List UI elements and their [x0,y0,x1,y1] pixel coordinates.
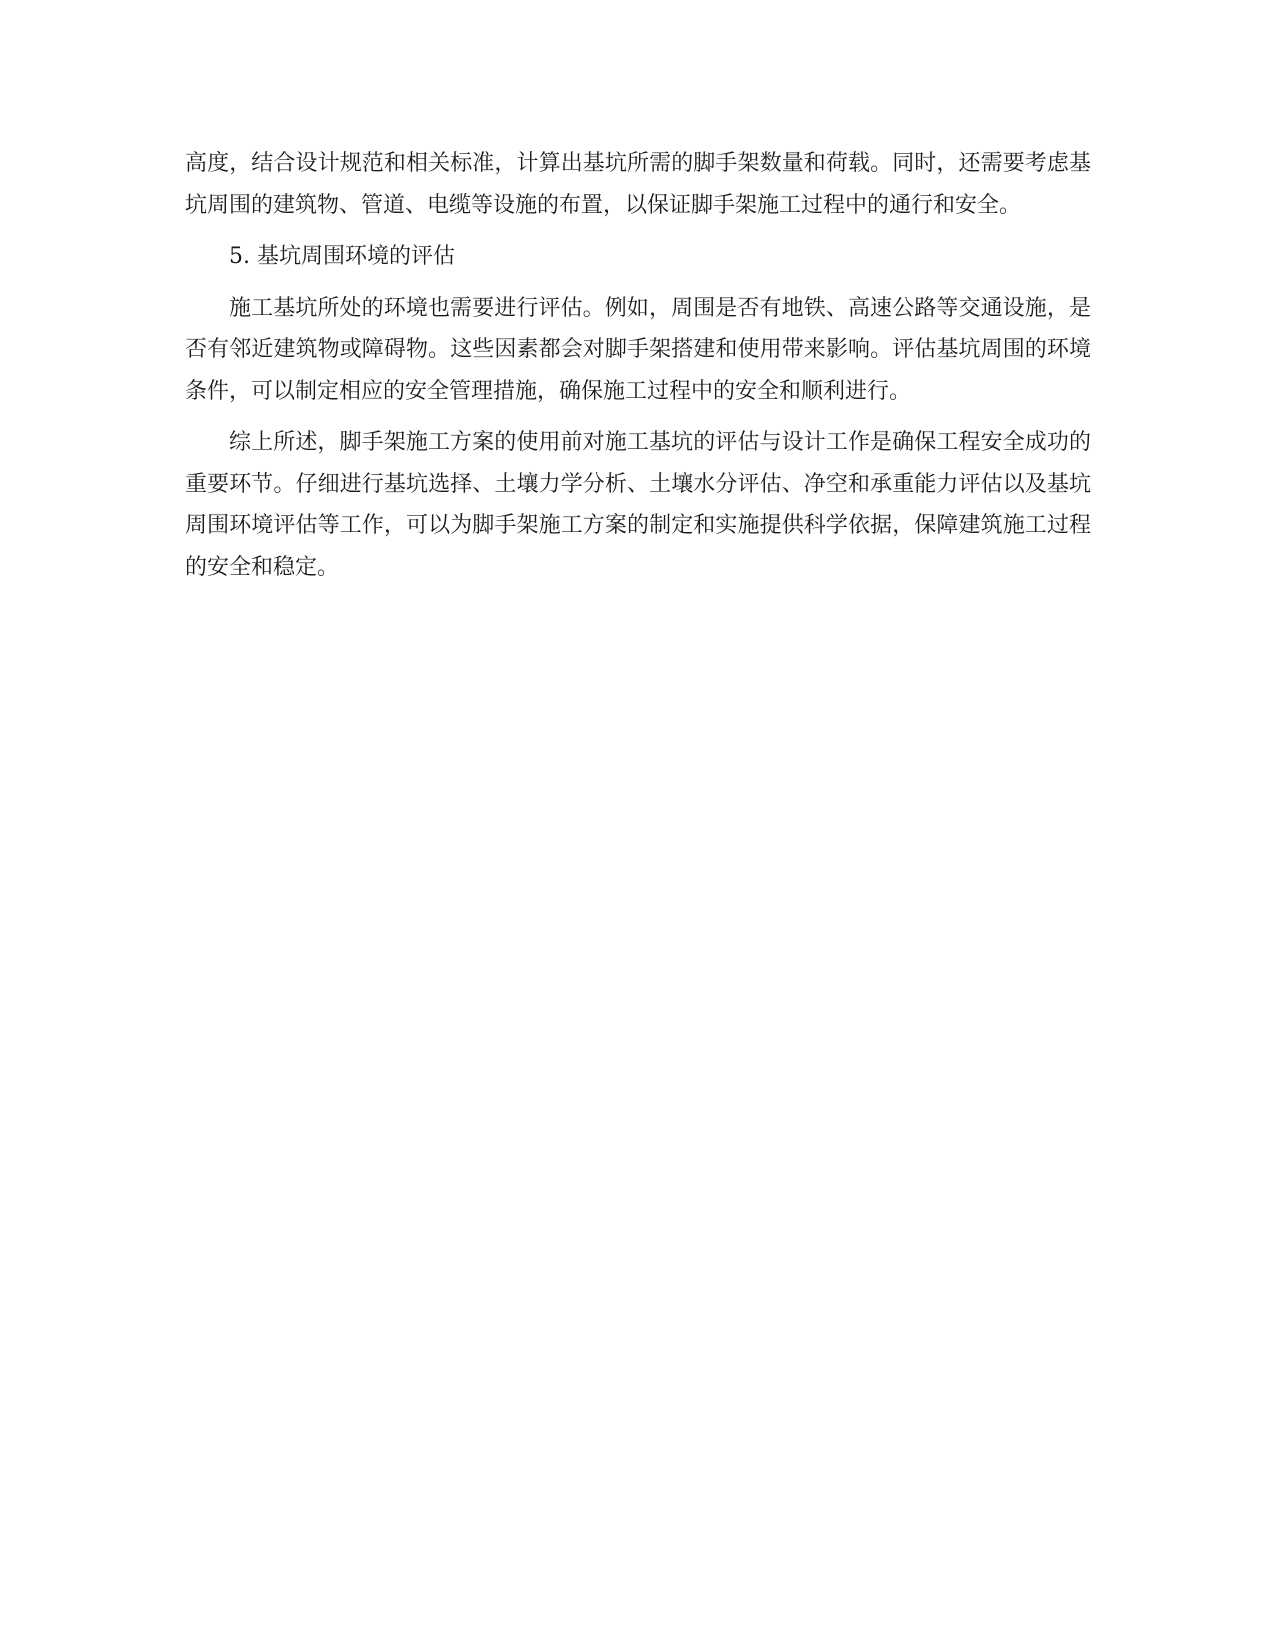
paragraph-continuation: 高度，结合设计规范和相关标准，计算出基坑所需的脚手架数量和荷载。同时，还需要考虑基坑周围的建筑物、管道、电缆等设施的布置，以保证脚手架施工过程中的通行和安全。 [185,151,1091,218]
paragraph-conclusion: 综上所述，脚手架施工方案的使用前对施工基坑的评估与设计工作是确保工程安全成功的重要环节。仔细进行基坑选择、土壤力学分析、土壤水分评估、净空和承重能力评估以及基坑周围环境评估等工作，可以为脚手架施工方案的制定和实施提供科学依据，保障建筑施工过程的安全和稳定。 [185,430,1091,580]
section-heading: 5. 基坑周围环境的评估 [229,244,455,269]
document-body [185,143,1091,588]
paragraph-environment-assessment: 施工基坑所处的环境也需要进行评估。例如，周围是否有地铁、高速公路等交通设施，是否有邻近建筑物或障碍物。这些因素都会对脚手架搭建和使用带来影响。评估基坑周围的环境条件，可以制定相应的安全管理措施，确保施工过程中的安全和顺利进行。 [185,295,1091,404]
